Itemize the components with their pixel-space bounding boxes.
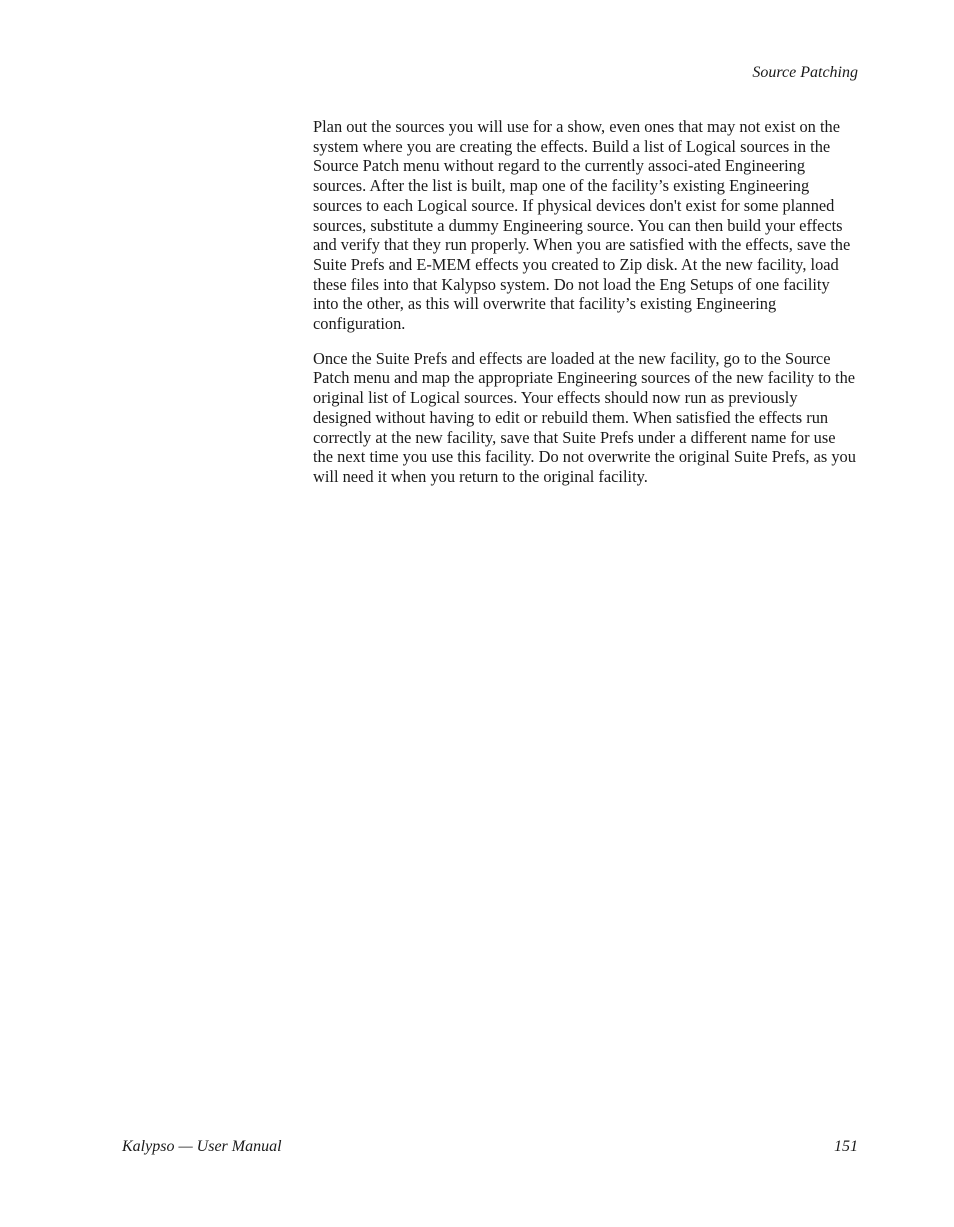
footer-page-number: 151 [834, 1138, 858, 1155]
running-header-section-title: Source Patching [752, 64, 858, 81]
body-text [313, 117, 858, 502]
paragraph-new-facility: Once the Suite Prefs and effects are loaded at the new facility, go to the Source Patch menu and map the appropriate Engineering sources of the new facility to the original list of Logical sources. Your effects should now run as previously designed without having to edit or rebuild them. When satisfied the effects run correctly at the new facility, save that Suite Prefs under a different name for use the next time you use this facility. Do not overwrite the original Suite Prefs, as you will need it when you return to the original facility. [313, 348, 856, 486]
paragraph-planning-sources: Plan out the sources you will use for a show, even ones that may not exist on the system where you are creating the effects. Build a list of Logical sources in the Source Patch menu without regard to the currently associ-ated Engineering sources. After the list is built, map one of the facility’s existing Engineering sources to each Logical source. If physical devices don't exist for some planned sources, substitute a dummy Engineering source. You can then build your effects and verify that they run properly. When you are satisfied with the effects, save the Suite Prefs and E-MEM effects you created to Zip disk. At the new facility, load these files into that Kalypso system. Do not load the Eng Setups of one facility into the other, as this will overwrite that facility’s existing Engineering configuration. [313, 117, 851, 334]
footer-manual-title: Kalypso — User Manual [122, 1138, 282, 1155]
